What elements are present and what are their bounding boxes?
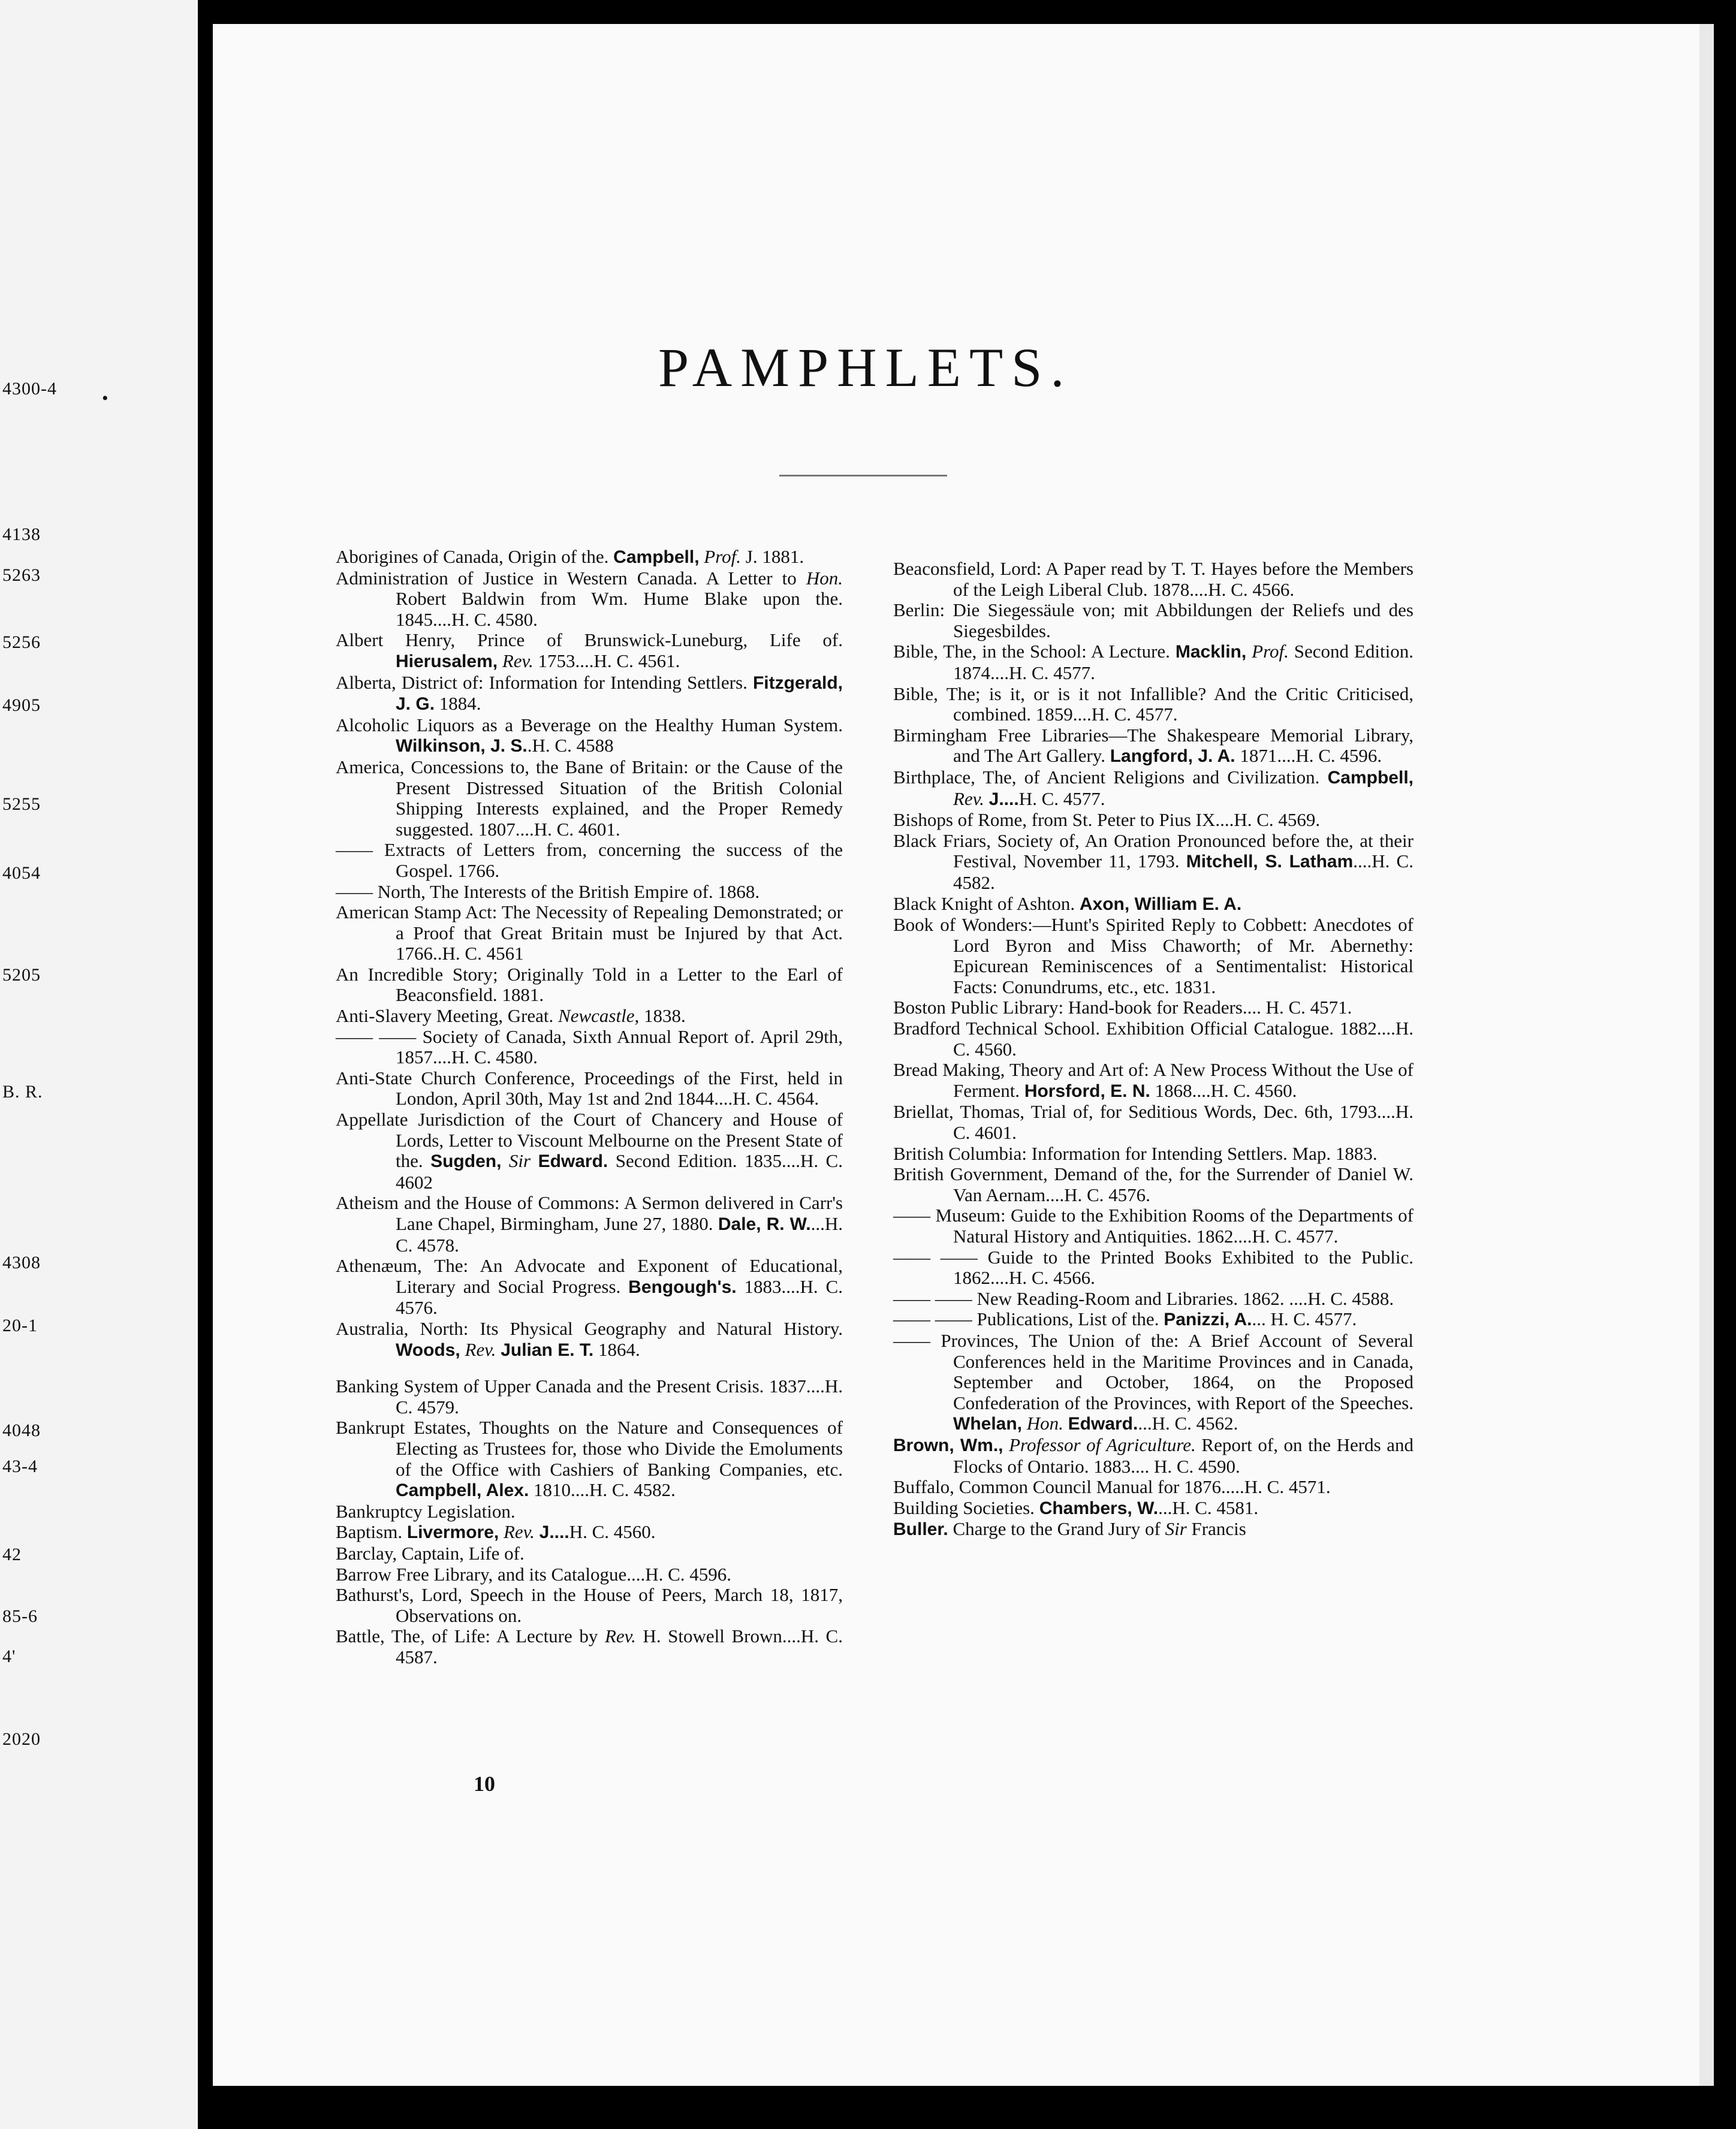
index-entry: Book of Wonders:—Hunt's Spirited Reply to Cobbett: Anecdotes of Lord Byron and Miss Chaworth; of Mr. Abernethy: Epicurean Reminiscences of a Sentimentalist: Historical Facts: Conundrums, etc., etc. 1831. — [893, 914, 1413, 997]
index-entry: Administration of Justice in Western Canada. A Letter to Hon. Robert Baldwin from Wm. Hume Blake upon the. 1845....H. C. 4580. — [336, 567, 843, 630]
index-entry: —— North, The Interests of the British Empire of. 1868. — [336, 880, 760, 902]
index-entry: Buffalo, Common Council Manual for 1876.....H. C. 4571. — [893, 1476, 1331, 1498]
index-entry: American Stamp Act: The Necessity of Repealing Demonstrated; or a Proof that Great Britain must be Injured by that Act. 1766..H. C. 4561 — [336, 901, 843, 964]
margin-number: 42 — [2, 1545, 22, 1564]
index-entry: Anti-Slavery Meeting, Great. Newcastle, 1838. — [336, 1005, 686, 1027]
index-entry: British Government, Demand of the, for the Surrender of Daniel W. Van Aernam....H. C. 4576. — [893, 1163, 1413, 1205]
index-entry: Athenæum, The: An Advocate and Exponent of Educational, Literary and Social Progress. Bengough's. 1883....H. C. 4576. — [336, 1255, 843, 1319]
page-edge — [1699, 24, 1714, 2086]
index-entry: Birmingham Free Libraries—The Shakespeare Memorial Library, and The Art Gallery. Langford, J. A. 1871....H. C. 4596. — [893, 724, 1413, 767]
index-entry: Black Friars, Society of, An Oration Pronounced before the, at their Festival, November 11, 1793. Mitchell, S. Latham....H. C. 4582. — [893, 830, 1413, 893]
adjacent-page-strip — [0, 0, 198, 2129]
index-entry: —— —— Guide to the Printed Books Exhibited to the Public. 1862....H. C. 4566. — [893, 1246, 1413, 1289]
margin-number: 5256 — [2, 632, 41, 652]
margin-number: 4138 — [2, 524, 41, 544]
index-entry: Bradford Technical School. Exhibition Official Catalogue. 1882....H. C. 4560. — [893, 1018, 1413, 1060]
margin-number: 4' — [2, 1646, 16, 1666]
left-column — [336, 547, 843, 1667]
margin-number: 4300-4 — [2, 379, 57, 399]
index-entry: —— Museum: Guide to the Exhibition Rooms of the Departments of Natural History and Antiquities. 1862....H. C. 4577. — [893, 1205, 1413, 1247]
index-entry: Aborigines of Canada, Origin of the. Campbell, Prof. J. 1881. — [336, 546, 804, 567]
index-entry: Building Societies. Chambers, W....H. C. 4581. — [893, 1497, 1259, 1518]
index-entry: —— Extracts of Letters from, concerning the success of the Gospel. 1766. — [336, 839, 843, 881]
index-entry: Boston Public Library: Hand-book for Readers.... H. C. 4571. — [893, 997, 1352, 1018]
entry-spacer — [336, 1361, 843, 1376]
margin-number: 2020 — [2, 1729, 41, 1749]
index-entry: Alberta, District of: Information for Intending Settlers. Fitzgerald, J. G. 1884. — [336, 671, 843, 714]
index-entry: Albert Henry, Prince of Brunswick-Luneburg, Life of. Hierusalem, Rev. 1753....H. C. 4561. — [336, 629, 843, 671]
title-divider — [779, 475, 947, 477]
index-entry: Bread Making, Theory and Art of: A New Process Without the Use of Ferment. Horsford, E. N. 1868....H. C. 4560. — [893, 1059, 1413, 1101]
index-entry: Bible, The; is it, or is it not Infallible? And the Critic Criticised, combined. 1859....H. C. 4577. — [893, 683, 1413, 725]
index-entry: Atheism and the House of Commons: A Sermon delivered in Carr's Lane Chapel, Birmingham, June 27, 1880. Dale, R. W....H. C. 4578. — [336, 1192, 843, 1256]
index-entry: Bishops of Rome, from St. Peter to Pius IX....H. C. 4569. — [893, 809, 1321, 831]
margin-number: 5263 — [2, 565, 41, 585]
margin-number: B. R. — [2, 1082, 43, 1102]
index-entry: —— —— Publications, List of the. Panizzi, A.... H. C. 4577. — [893, 1308, 1357, 1330]
index-entry: Beaconsfield, Lord: A Paper read by T. T. Hayes before the Members of the Leigh Liberal Club. 1878....H. C. 4566. — [893, 558, 1413, 600]
index-entry: Bible, The, in the School: A Lecture. Macklin, Prof. Second Edition. 1874....H. C. 4577. — [893, 641, 1414, 683]
index-entry: Alcoholic Liquors as a Beverage on the Healthy Human System. Wilkinson, J. S..H. C. 4588 — [336, 714, 843, 756]
index-entry: An Incredible Story; Originally Told in a Letter to the Earl of Beaconsfield. 1881. — [336, 963, 843, 1006]
margin-number: 5255 — [2, 794, 41, 814]
page-title: PAMPHLETS. — [658, 337, 1073, 398]
index-entry: Anti-State Church Conference, Proceedings of the First, held in London, April 30th, May 1st and 2nd 1844....H. C. 4564. — [336, 1067, 843, 1109]
index-entry: British Columbia: Information for Intending Settlers. Map. 1883. — [893, 1142, 1378, 1164]
index-entry: Battle, The, of Life: A Lecture by Rev. H. Stowell Brown....H. C. 4587. — [336, 1626, 843, 1667]
page-number: 10 — [474, 1772, 495, 1796]
index-entry: Bathurst's, Lord, Speech in the House of Peers, March 18, 1817, Observations on. — [336, 1584, 843, 1626]
index-entry: Black Knight of Ashton. Axon, William E. A. — [893, 892, 1242, 914]
margin-number: 5205 — [2, 965, 41, 985]
index-entry: Birthplace, The, of Ancient Religions and Civilization. Campbell, Rev. J....H. C. 4577. — [893, 766, 1413, 809]
margin-mark: • — [102, 388, 108, 408]
index-entry: Briellat, Thomas, Trial of, for Seditious Words, Dec. 6th, 1793....H. C. 4601. — [893, 1101, 1413, 1144]
index-entry: Appellate Jurisdiction of the Court of Chancery and House of Lords, Letter to Viscount Melbourne on the Present State of the. Sugden, Sir Edward. Second Edition. 1835....H. C. 4602 — [336, 1109, 843, 1193]
margin-number: 43-4 — [2, 1456, 38, 1476]
index-entry: America, Concessions to, the Bane of Britain: or the Cause of the Present Distressed Situation of the British Colonial Shipping Interests explained, and the Proper Remedy suggested. 1807....H. C. 4601. — [336, 756, 843, 840]
margin-number: 4308 — [2, 1253, 41, 1272]
index-entry: Brown, Wm., Professor of Agriculture. Report of, on the Herds and Flocks of Ontario. 1883.... H. C. 4590. — [893, 1434, 1414, 1477]
margin-number: 85-6 — [2, 1606, 38, 1626]
index-entry: Bankruptcy Legislation. — [336, 1500, 516, 1522]
index-entry: Australia, North: Its Physical Geography and Natural History. Woods, Rev. Julian E. T. 1864. — [336, 1317, 843, 1360]
index-entry: Barclay, Captain, Life of. — [336, 1542, 525, 1564]
index-entry: Barrow Free Library, and its Catalogue....H. C. 4596. — [336, 1563, 732, 1585]
index-entry: Bankrupt Estates, Thoughts on the Nature and Consequences of Electing as Trustees for, those who Divide the Emoluments of the Office with Cashiers of Banking Companies, etc. Campbell, Alex. 1810....H. C. 4582. — [336, 1417, 843, 1501]
index-entry: Baptism. Livermore, Rev. J....H. C. 4560. — [336, 1521, 656, 1543]
index-entry: —— —— New Reading-Room and Libraries. 1862. ....H. C. 4588. — [893, 1287, 1394, 1309]
index-entry: —— Provinces, The Union of the: A Brief Account of Several Conferences held in the Maritime Provinces and in Canada, September and October, 1864, on the Proposed Confederation of the Provinces, with Report of the Speeches. Whelan, Hon. Edward....H. C. 4562. — [893, 1329, 1413, 1434]
margin-number: 4054 — [2, 863, 41, 883]
index-entry: —— —— Society of Canada, Sixth Annual Report of. April 29th, 1857....H. C. 4580. — [336, 1026, 843, 1068]
margin-number: 4048 — [2, 1421, 41, 1440]
index-entry: Berlin: Die Siegessäule von; mit Abbildungen der Reliefs und des Siegesbildes. — [893, 599, 1413, 641]
index-entry: Buller. Charge to the Grand Jury of Sir Francis — [893, 1518, 1246, 1540]
index-entry: Banking System of Upper Canada and the Present Crisis. 1837....H. C. 4579. — [336, 1376, 843, 1418]
margin-number: 20-1 — [2, 1316, 38, 1335]
margin-number: 4905 — [2, 695, 41, 715]
right-column — [893, 559, 1413, 1540]
